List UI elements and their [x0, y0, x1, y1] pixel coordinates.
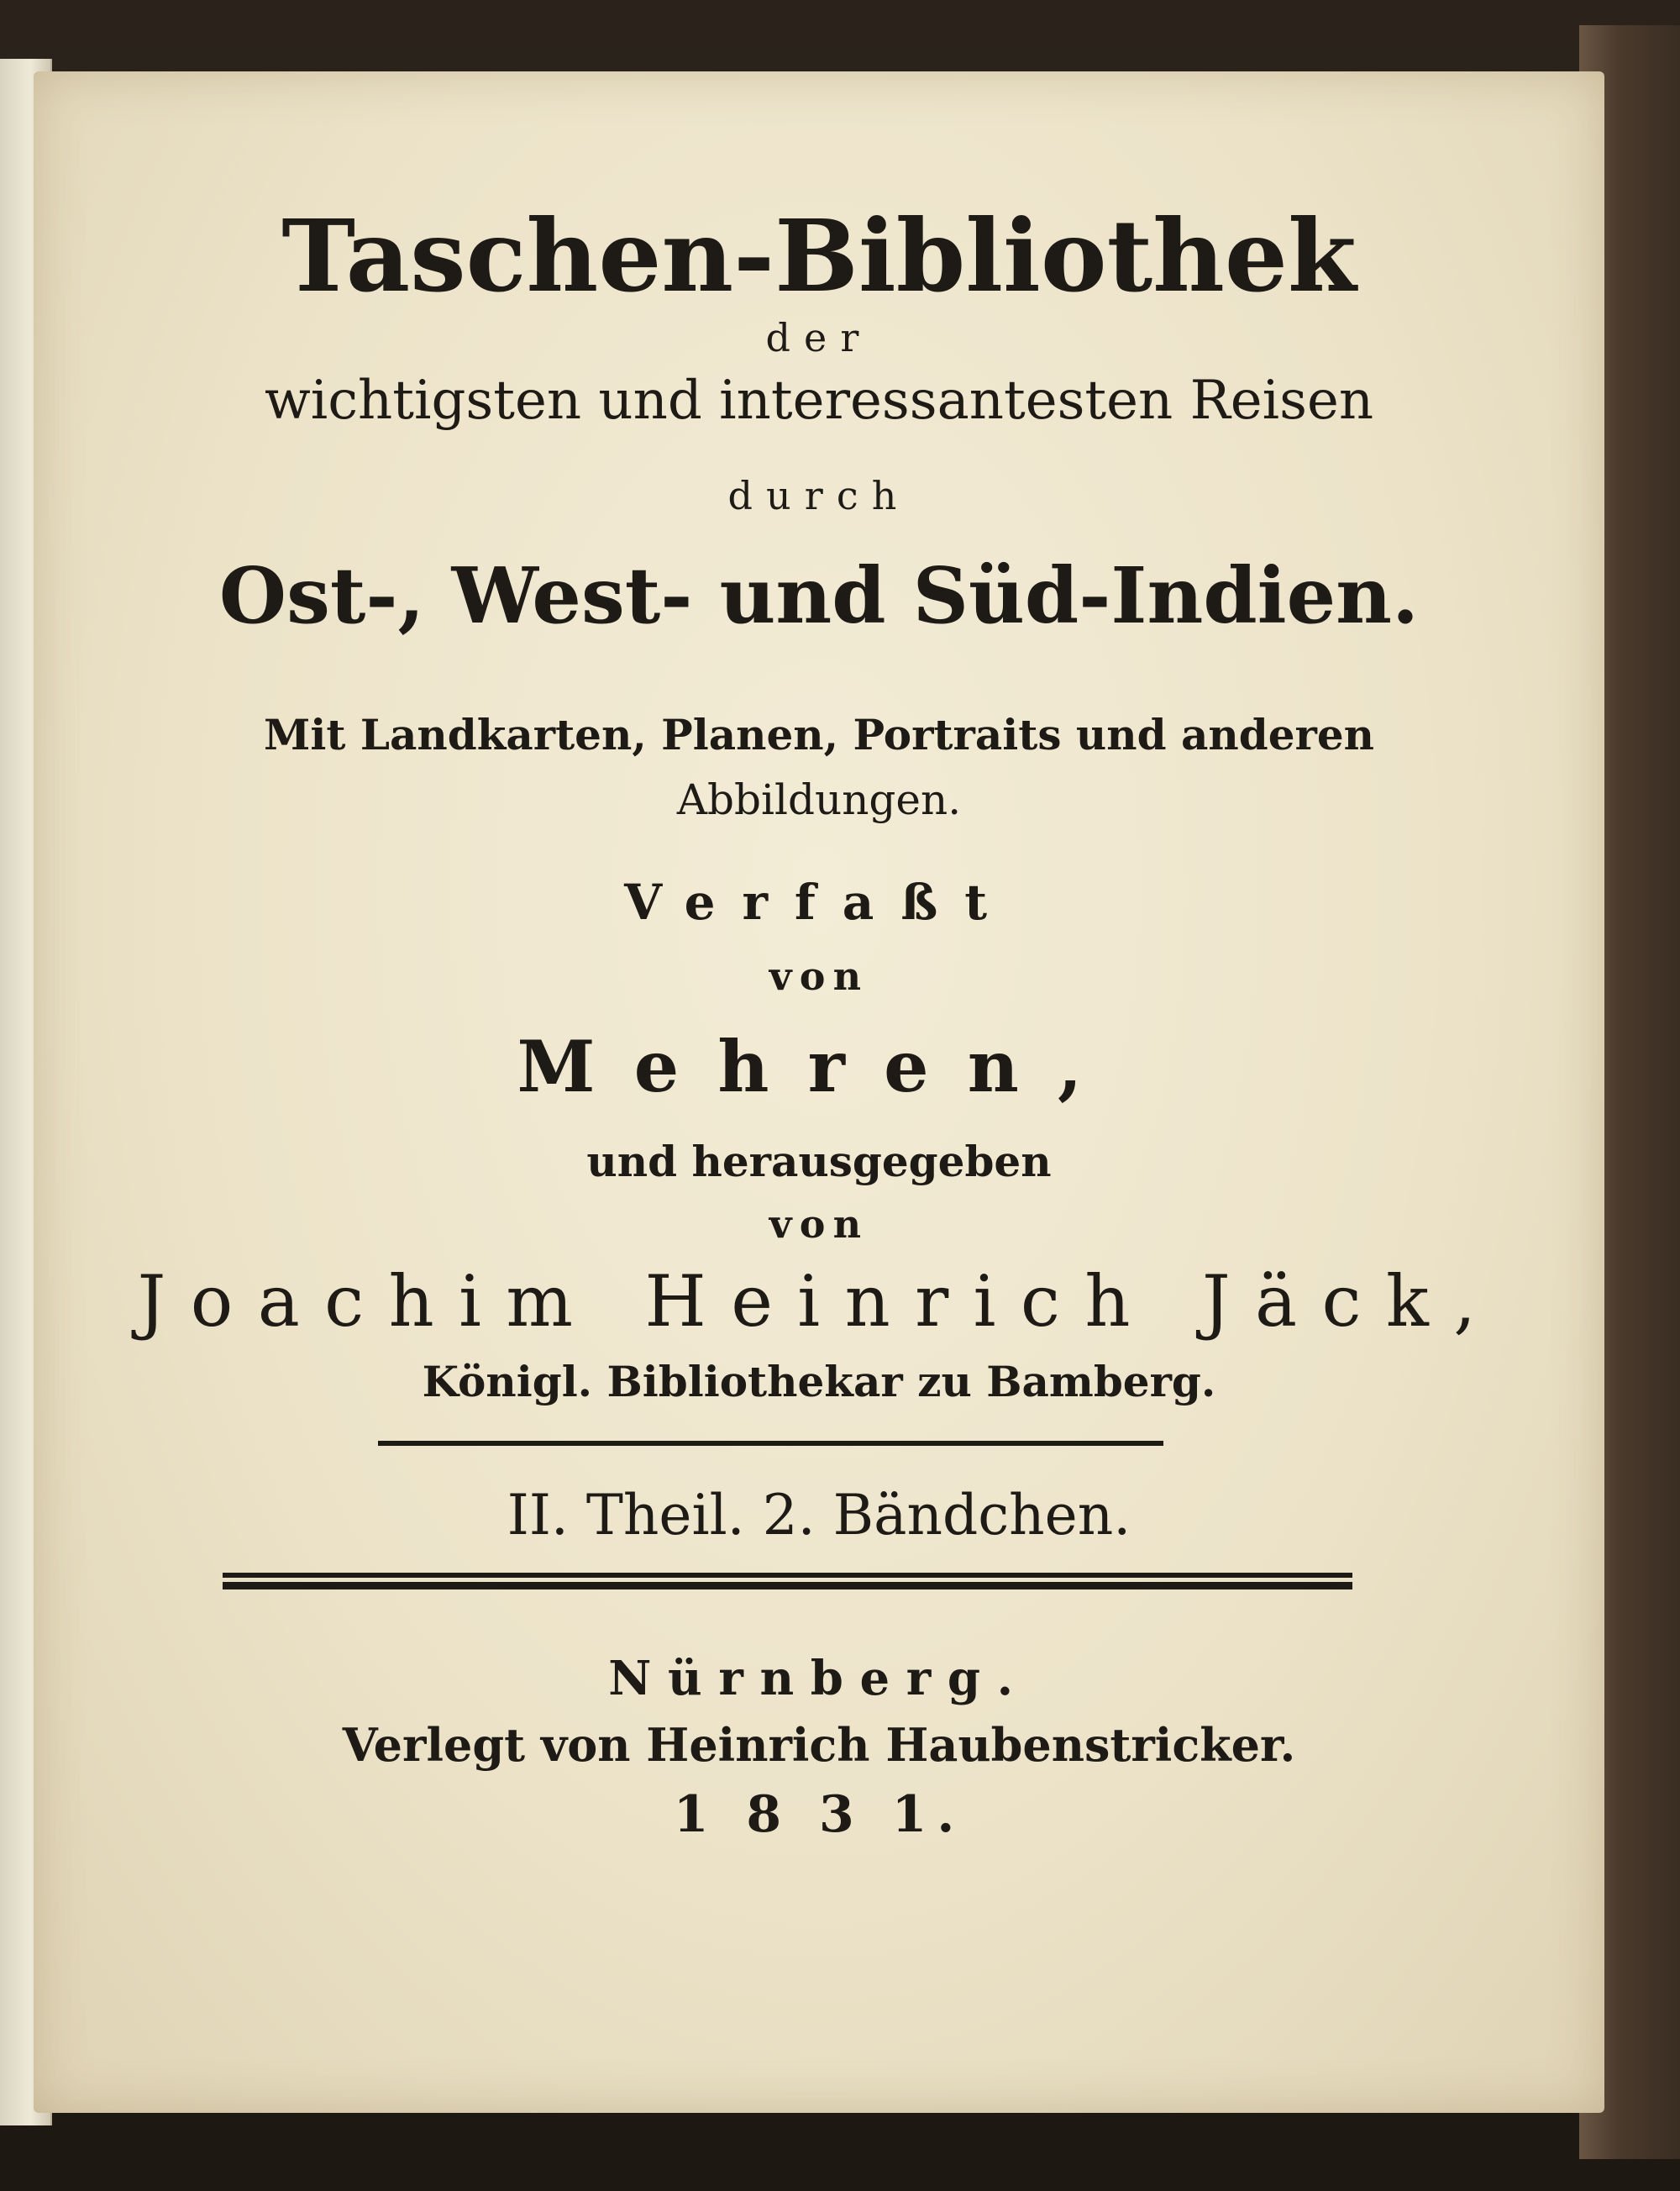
divider-rule-thin — [378, 1441, 1163, 1446]
verfasst-text: Verfaßt — [624, 874, 1014, 931]
illustrations-line-1: Mit Landkarten, Planen, Portraits und anderen — [263, 710, 1375, 759]
editor-phrase: und herausgegeben — [586, 1137, 1052, 1186]
publication-year: 1 8 3 1. — [673, 1785, 965, 1844]
subtitle: wichtigsten und interessantesten Reisen — [264, 370, 1374, 432]
editor-title: Königl. Bibliothekar zu Bamberg. — [422, 1357, 1216, 1406]
volume-info: II. Theil. 2. Bändchen. — [507, 1483, 1131, 1547]
editor-name: Joachim Heinrich Jäck, — [137, 1260, 1501, 1342]
durch-text: durch — [727, 473, 911, 518]
von-text-1: von — [769, 954, 869, 999]
divider-rule-double — [223, 1573, 1352, 1589]
author-name: Mehren, — [517, 1025, 1121, 1108]
title-page — [34, 71, 1604, 2113]
illustrations-line-2: Abbildungen. — [676, 775, 962, 824]
von-text-2: von — [769, 1201, 869, 1247]
publisher: Verlegt von Heinrich Haubenstricker. — [342, 1718, 1296, 1772]
der-text: der — [765, 315, 873, 360]
publication-place: Nürnberg. — [608, 1651, 1030, 1706]
main-title: Taschen-Bibliothek — [281, 197, 1357, 314]
regions-heading: Ost-, West- und Süd-Indien. — [218, 550, 1420, 641]
